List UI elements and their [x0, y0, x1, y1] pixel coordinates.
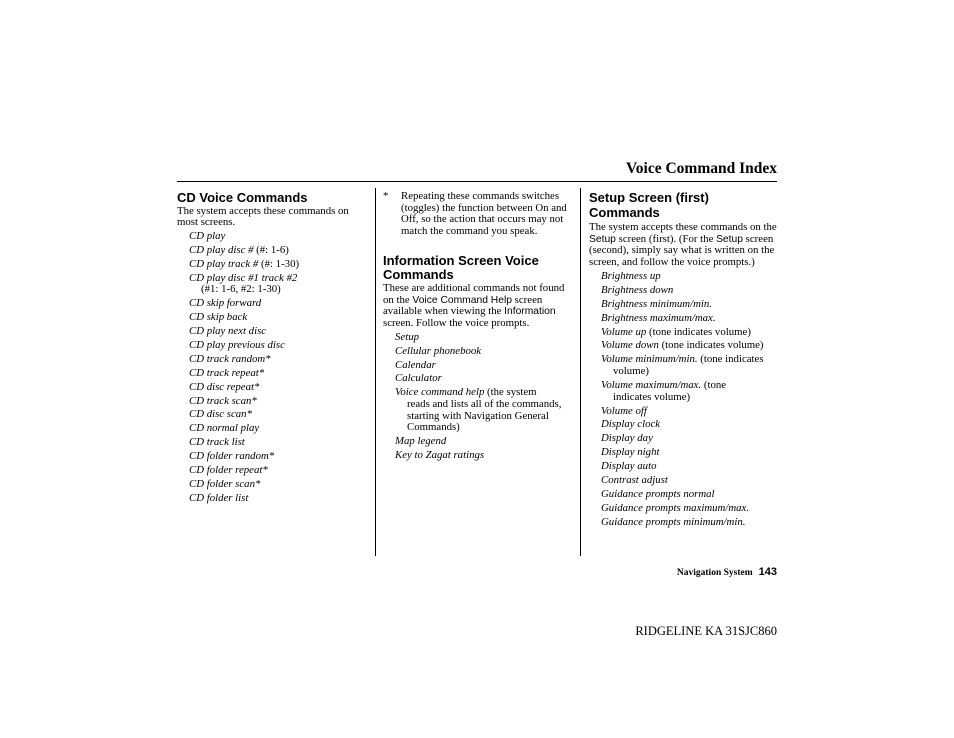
footnote-asterisk: *: [383, 190, 389, 202]
list-item: CD skip forward: [189, 297, 262, 310]
list-item: CD folder random*: [189, 450, 275, 463]
list-item: Display auto: [601, 460, 657, 473]
list-item: Brightness up: [601, 270, 661, 282]
page-footer: [677, 566, 777, 578]
list-item: CD play track # (#: 1-30): [189, 257, 300, 270]
footer-section-name: Navigation System: [676, 568, 753, 578]
list-item: CD play disc # (#: 1-6): [189, 243, 289, 256]
cd-command-list: [177, 231, 367, 504]
list-item: Key to Zagat ratings: [395, 449, 485, 462]
list-item: Brightness minimum/min.: [601, 297, 712, 310]
list-item: CD track list: [189, 436, 245, 449]
setup-command-list: [589, 271, 779, 528]
page-number: 143: [758, 566, 777, 578]
list-item: Display day: [601, 432, 653, 445]
list-item: CD folder repeat*: [189, 464, 268, 477]
list-item: Calculator: [395, 372, 442, 385]
cd-voice-commands-column: [177, 191, 367, 505]
column-divider-1: [375, 188, 376, 556]
list-item: CD normal play: [189, 422, 260, 435]
repeat-footnote: [383, 191, 573, 238]
list-item: Brightness down: [601, 283, 674, 296]
list-item: Brightness maximum/max.: [601, 311, 716, 324]
list-item: Voice command help (the system reads and lists all of the commands, starting with Navigation General Commands): [395, 386, 562, 434]
list-item: CD disc scan*: [189, 408, 252, 421]
cd-voice-commands-heading: CD Voice Commands: [177, 190, 308, 205]
page-title: Voice Command Index: [626, 160, 777, 177]
footnote-text: Repeating these commands switches (toggles) the function between On and Off, so the action that occurs may not match the command you speak.: [401, 190, 567, 238]
list-item: Volume down (tone indicates volume): [601, 339, 764, 352]
list-item: CD track repeat*: [189, 366, 265, 379]
list-item: Contrast adjust: [601, 473, 668, 486]
list-item: Volume maximum/max. (tone indicates volume): [601, 378, 727, 403]
list-item: Cellular phonebook: [395, 344, 482, 357]
list-item: CD play previous disc: [189, 339, 285, 352]
list-item: CD skip back: [189, 311, 248, 324]
list-item: CD disc repeat*: [189, 380, 260, 393]
list-item: Guidance prompts normal: [601, 487, 715, 500]
header-rule: [177, 181, 777, 182]
information-screen-column: [383, 191, 573, 462]
cd-intro-text: The system accepts these commands on most screens.: [177, 204, 349, 229]
list-item: CD play next disc: [189, 325, 267, 338]
setup-screen-column: [589, 191, 779, 528]
document-code: RIDGELINE KA 31SJC860: [635, 624, 777, 638]
list-item: Setup: [395, 330, 419, 343]
setup-screen-heading: Setup Screen (first) Commands: [589, 190, 709, 220]
information-intro-text: These are additional commands not found on the Voice Command Help screen available when viewing the Information screen. Follow the voice prompts.: [383, 281, 565, 329]
column-divider-2: [580, 188, 581, 556]
list-item: CD folder list: [189, 491, 249, 504]
list-item: Guidance prompts maximum/max.: [601, 501, 750, 514]
list-item: Calendar: [395, 358, 436, 371]
list-item: CD folder scan*: [189, 477, 261, 490]
information-command-list: [383, 332, 573, 462]
list-item: Volume up (tone indicates volume): [601, 325, 751, 338]
list-item: Display night: [601, 446, 660, 459]
list-item: CD track random*: [189, 352, 271, 365]
list-item: Volume off: [601, 404, 647, 417]
information-screen-heading: Information Screen Voice Commands: [383, 252, 539, 283]
list-item: Volume minimum/min. (tone indicates volume): [601, 353, 764, 378]
list-item: CD play: [189, 230, 226, 243]
list-item: Guidance prompts minimum/min.: [601, 515, 746, 528]
list-item: Map legend: [395, 435, 447, 448]
list-item: CD play disc #1 track #2 (#1: 1-6, #2: 1-30): [189, 271, 298, 296]
setup-intro-text: The system accepts these commands on the Setup screen (first). (For the Setup screen (second), simply say what is written on the screen, and follow the voice prompts.): [589, 221, 777, 269]
list-item: Display clock: [601, 418, 661, 431]
list-item: CD track scan*: [189, 394, 257, 407]
